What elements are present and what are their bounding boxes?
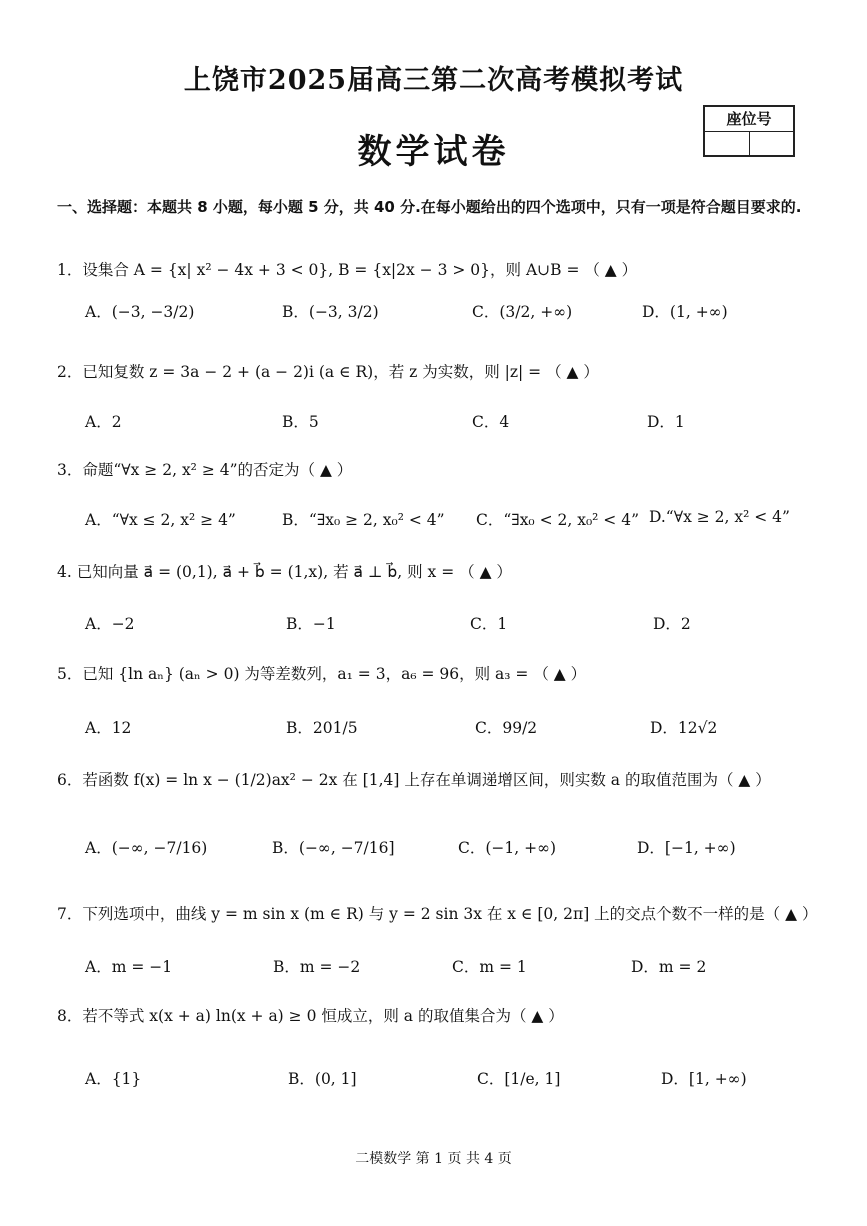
page-footer: 二模数学 第 1 页 共 4 页 xyxy=(355,1151,512,1167)
option-a: A．12 xyxy=(85,719,132,737)
option-b: B．201/5 xyxy=(286,719,358,737)
option-c: C．“∃x₀ < 2, x₀² < 4” xyxy=(476,511,639,529)
option-c: C．99/2 xyxy=(475,719,538,737)
option-c: C．(3/2, +∞) xyxy=(472,303,573,321)
section-heading: 一、选择题：本题共 8 小题，每小题 5 分，共 40 分.在每小题给出的四个选项中，只有一项是符合题目要求的. xyxy=(57,198,802,216)
option-d: D．m = 2 xyxy=(631,958,707,976)
option-c: C．(−1, +∞) xyxy=(458,839,557,857)
seat-number-cell-right xyxy=(749,132,793,156)
option-a: A．{1} xyxy=(85,1070,142,1088)
option-d: D．[1, +∞) xyxy=(661,1070,747,1088)
seat-number-cell-left xyxy=(705,132,750,156)
question-stem: 4. 已知向量 a⃗ = (0,1), a⃗ + b⃗ = (1,x), 若 a⃗ ⊥ b⃗, 则 x = （ ▲ ） xyxy=(57,563,512,581)
option-d: D.“∀x ≥ 2, x² < 4” xyxy=(649,508,790,526)
option-b: B．−1 xyxy=(286,615,336,633)
option-d: D．(1, +∞) xyxy=(642,303,728,321)
option-b: B．5 xyxy=(282,413,319,431)
question-stem: 3．命题“∀x ≥ 2, x² ≥ 4”的否定为（ ▲ ） xyxy=(57,461,353,479)
option-c: C．4 xyxy=(472,413,510,431)
option-a: A．m = −1 xyxy=(85,958,173,976)
option-a: A．(−3, −3/2) xyxy=(85,303,195,321)
option-b: B．m = −2 xyxy=(273,958,361,976)
option-a: A．2 xyxy=(85,413,122,431)
exam-subtitle: 数学试卷 xyxy=(357,132,510,172)
option-d: D．1 xyxy=(647,413,685,431)
question-stem: 5．已知 {ln aₙ} (aₙ > 0) 为等差数列，a₁ = 3，a₆ = 96，则 a₃ = （ ▲ ） xyxy=(57,665,587,683)
option-b: B．(−3, 3/2) xyxy=(282,303,379,321)
option-d: D．[−1, +∞) xyxy=(637,839,736,857)
option-c: C．1 xyxy=(470,615,508,633)
exam-title: 上饶市2025届高三第二次高考模拟考试 xyxy=(183,65,684,96)
question-stem: 6．若函数 f(x) = ln x − (1/2)ax² − 2x 在 [1,4] 上存在单调递增区间，则实数 a 的取值范围为（ ▲ ） xyxy=(57,771,771,789)
seat-number-label: 座位号 xyxy=(705,107,793,132)
seat-number-box xyxy=(703,105,795,157)
option-d: D．2 xyxy=(653,615,691,633)
option-b: B．(0, 1] xyxy=(288,1070,357,1088)
question-stem: 7．下列选项中，曲线 y = m sin x (m ∈ R) 与 y = 2 sin 3x 在 x ∈ [0, 2π] 上的交点个数不一样的是（ ▲ ） xyxy=(57,905,818,923)
question-stem: 8．若不等式 x(x + a) ln(x + a) ≥ 0 恒成立，则 a 的取值集合为（ ▲ ） xyxy=(57,1007,564,1025)
question-stem: 1．设集合 A = {x| x² − 4x + 3 < 0}, B = {x|2x − 3 > 0}，则 A∪B = （ ▲ ） xyxy=(57,261,638,279)
option-b: B．(−∞, −7/16] xyxy=(272,839,395,857)
option-c: C．[1/e, 1] xyxy=(477,1070,561,1088)
option-c: C．m = 1 xyxy=(452,958,527,976)
option-a: A．(−∞, −7/16) xyxy=(85,839,208,857)
question-stem: 2．已知复数 z = 3a − 2 + (a − 2)i (a ∈ R)，若 z 为实数，则 |z| = （ ▲ ） xyxy=(57,363,599,381)
option-a: A．“∀x ≤ 2, x² ≥ 4” xyxy=(85,511,236,529)
option-a: A．−2 xyxy=(85,615,135,633)
option-b: B．“∃x₀ ≥ 2, x₀² < 4” xyxy=(282,511,445,529)
option-d: D．12√2 xyxy=(650,719,718,737)
